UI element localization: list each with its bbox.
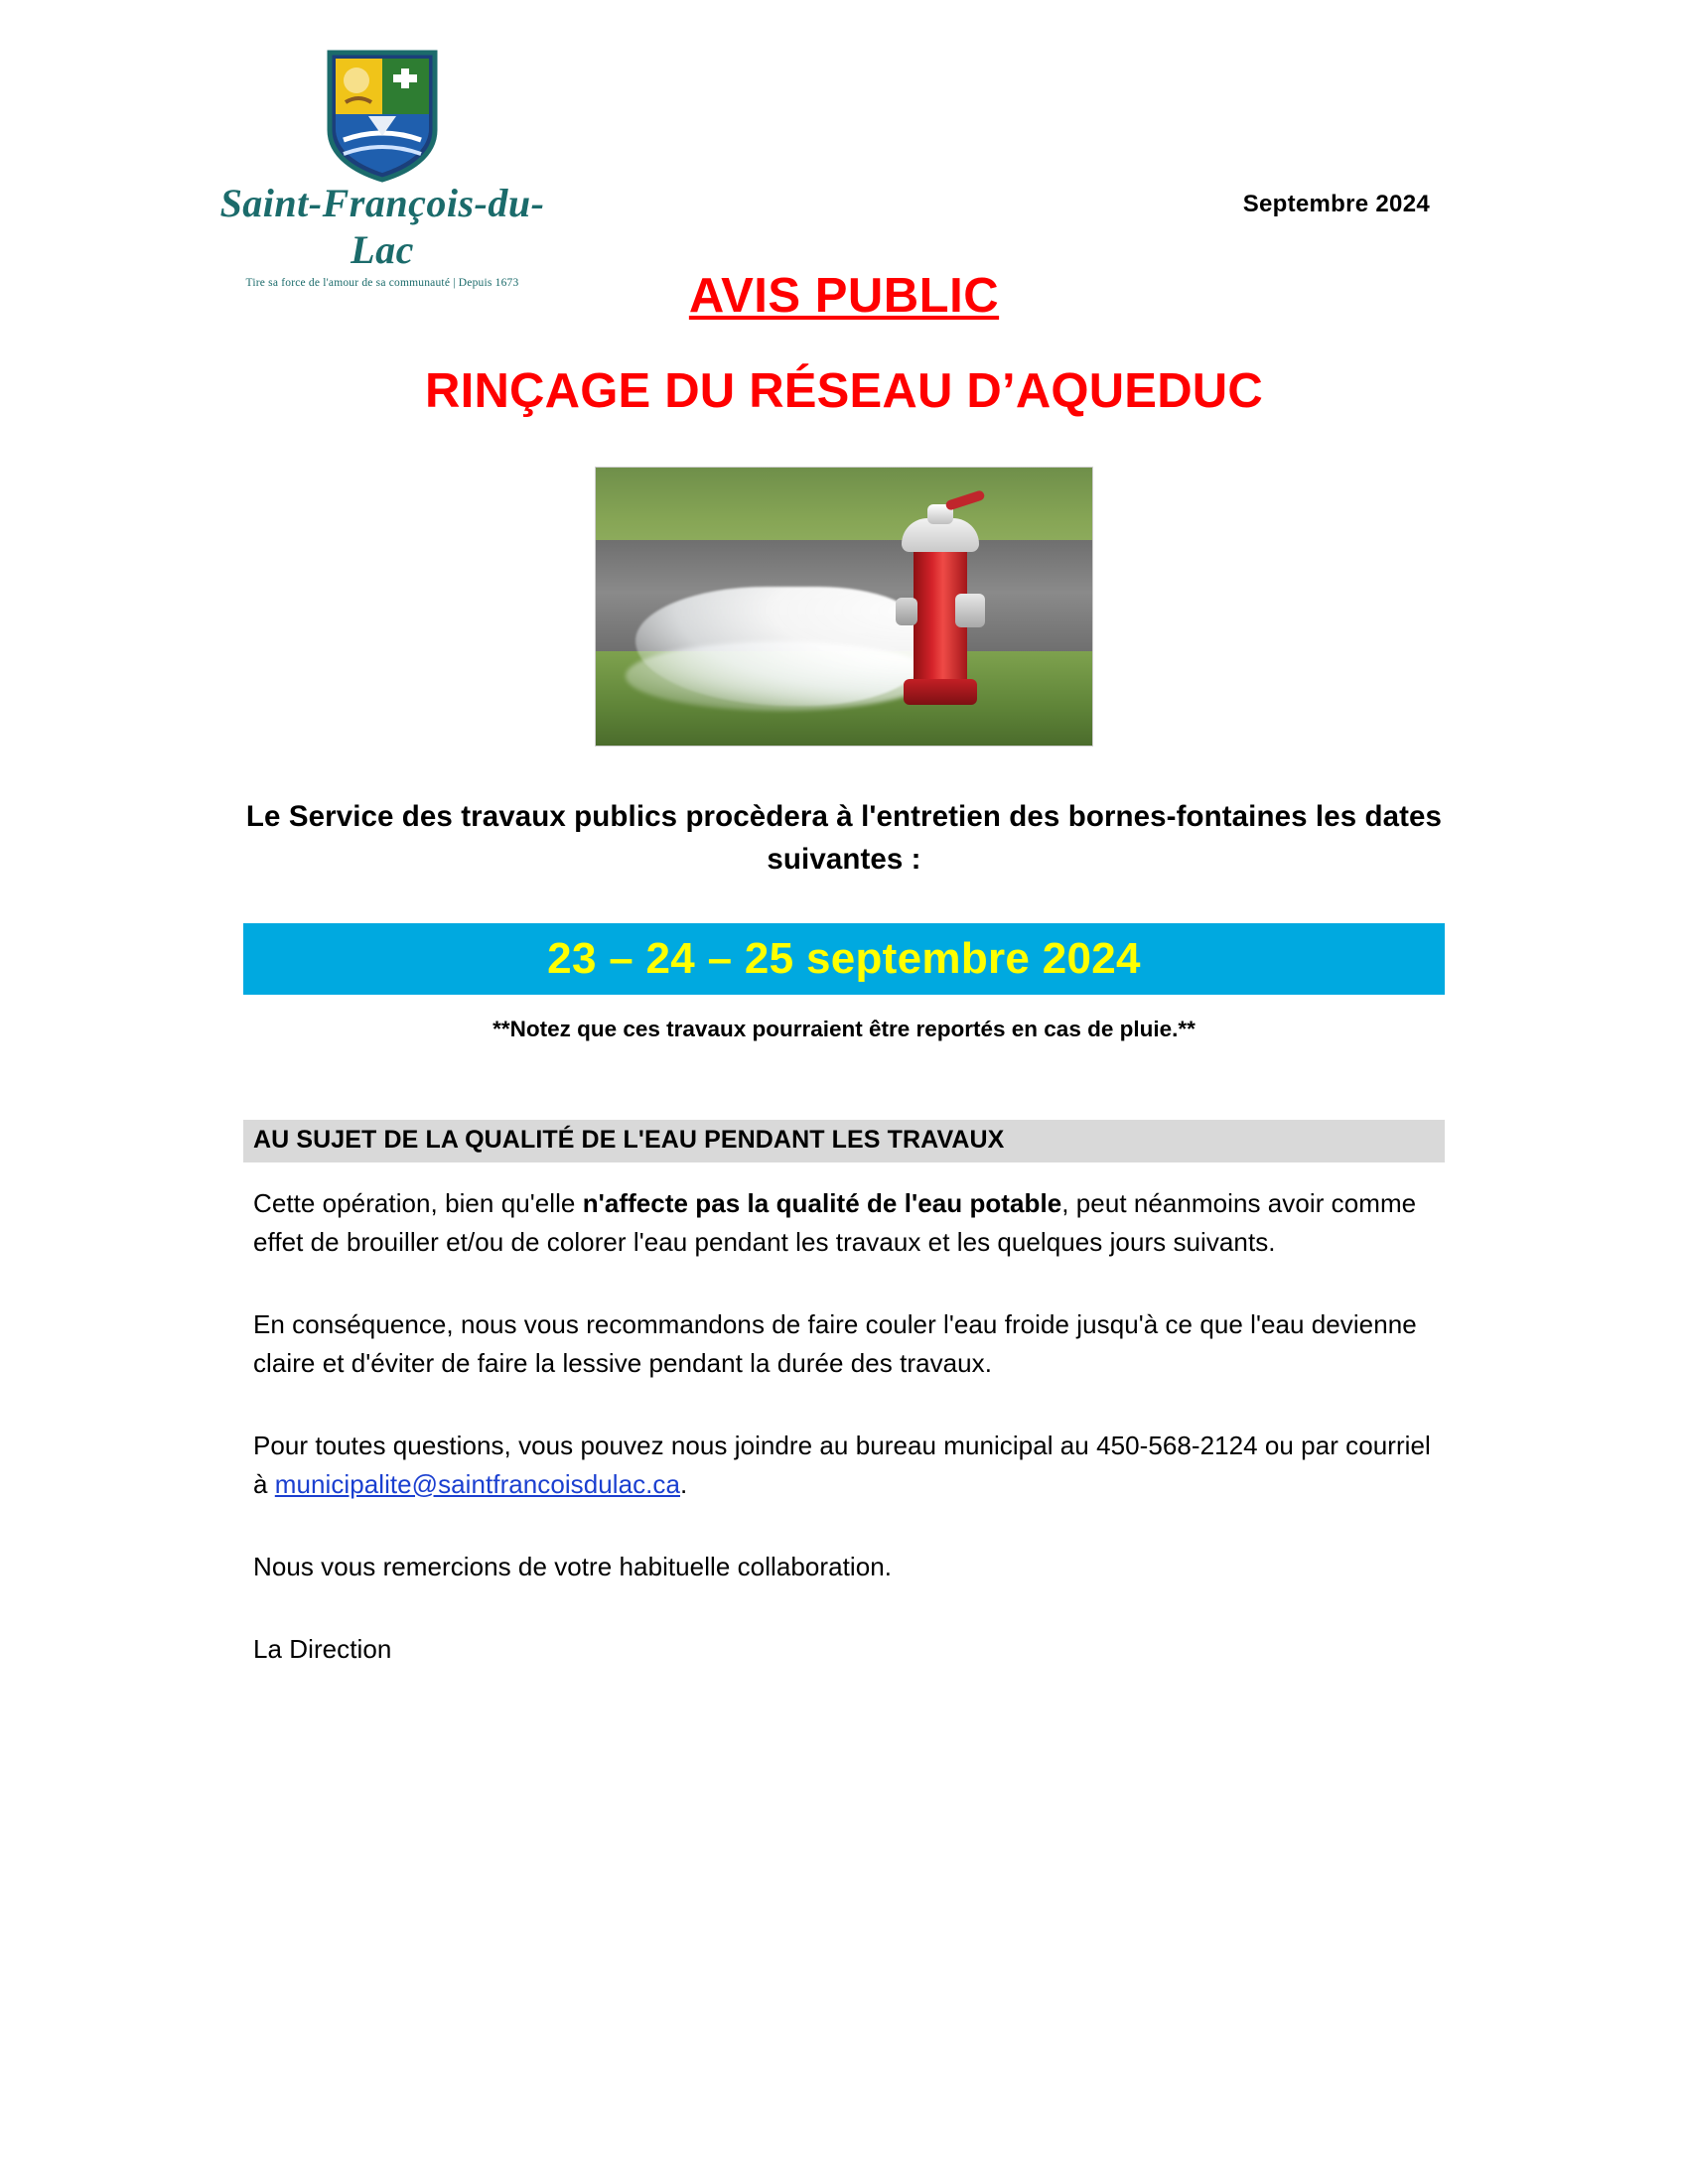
notice-date: Septembre 2024 — [1242, 191, 1430, 217]
logo-municipality-name: Saint-François-du-Lac — [219, 181, 545, 272]
dates-text: 23 – 24 – 25 septembre 2024 — [547, 933, 1141, 983]
hydrant-base — [904, 679, 977, 705]
paragraph-recommendation: En conséquence, nous vous recommandons de faire couler l'eau froide jusqu'à ce que l'eau devienne claire et d'éviter de faire la lessive pendant la durée des travaux. — [253, 1308, 1417, 1378]
municipal-crest-icon — [324, 45, 441, 184]
document-header — [219, 0, 1445, 289]
section-heading: AU SUJET DE LA QUALITÉ DE L'EAU PENDANT LES TRAVAUX — [243, 1120, 1445, 1162]
paragraph-thanks: Nous vous remercions de votre habituelle collaboration. — [253, 1551, 892, 1581]
paragraph3-part2: . — [679, 1468, 688, 1499]
hydrant-illustration — [894, 502, 985, 716]
hydrant-nozzle-right — [955, 594, 985, 627]
hydrant-nozzle-left — [896, 598, 917, 625]
page-subtitle: RINÇAGE DU RÉSEAU D’AQUEDUC — [425, 364, 1263, 418]
paragraph-water-quality — [243, 1184, 1445, 1262]
rain-postpone-note: **Notez que ces travaux pourraient être reportés en cas de pluie.** — [492, 1016, 1196, 1041]
email-link[interactable]: municipalite@saintfrancoisdulac.ca — [274, 1468, 680, 1499]
municipality-logo — [218, 45, 546, 289]
paragraph1-part1: Cette opération, bien qu'elle — [253, 1187, 583, 1218]
paragraph3-part1: Pour toutes questions, vous pouvez nous joindre au bureau municipal au 450-568-2124 ou par courriel à — [253, 1430, 1431, 1499]
signature: La Direction — [253, 1633, 392, 1664]
paragraph-contact — [243, 1427, 1445, 1504]
fire-hydrant-flushing-photo — [595, 467, 1093, 747]
dates-highlight-band — [243, 923, 1445, 995]
paragraph1-bold: n'affecte pas la qualité de l'eau potable — [582, 1187, 1062, 1218]
logo-tagline: Tire sa force de l'amour de sa communauté | Depuis 1673 — [245, 277, 519, 289]
paragraph1-part2: , peut néanmoins avoir comme effet de brouiller et/ou de colorer l'eau pendant les travaux et les quelques jours suivants. — [253, 1187, 1417, 1257]
lead-paragraph: Le Service des travaux publics procèdera à l'entretien des bornes-fontaines les dates suivantes : — [245, 800, 1443, 876]
page-title-text: AVIS PUBLIC — [688, 269, 1000, 323]
